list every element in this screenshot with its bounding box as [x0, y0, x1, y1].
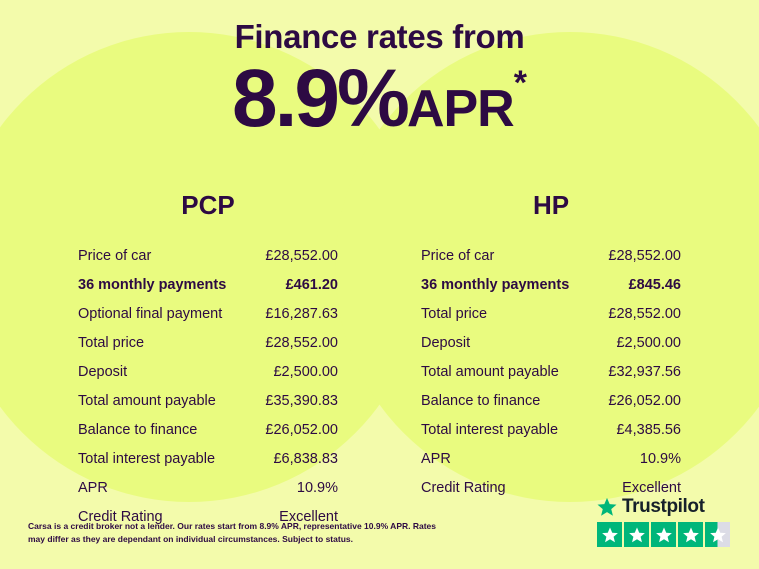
trustpilot-logo [597, 496, 737, 518]
rate-unit: APR [406, 80, 514, 138]
rate-headline [0, 53, 759, 144]
row-value: £26,052.00 [608, 392, 681, 409]
row-label: Credit Rating [421, 479, 506, 496]
row-value: £26,052.00 [265, 421, 338, 438]
row-value: Excellent [279, 508, 338, 525]
column-title-pcp: PCP [181, 190, 235, 220]
row-value: £461.20 [285, 276, 338, 293]
row-label: Total interest payable [78, 450, 216, 467]
row-label: Total amount payable [78, 392, 216, 409]
star-icon [624, 522, 649, 547]
row-label: Total price [421, 305, 488, 322]
row-label: APR [421, 450, 451, 467]
table-row [78, 444, 338, 473]
table-row [421, 328, 681, 357]
trustpilot-stars [597, 522, 737, 547]
star-icon [651, 522, 676, 547]
table-row [78, 270, 338, 299]
finance-comparison [0, 190, 759, 531]
row-label: Optional final payment [78, 305, 223, 322]
row-value: £32,937.56 [608, 363, 681, 380]
row-label: Total amount payable [421, 363, 559, 380]
table-row [421, 386, 681, 415]
row-label: Balance to finance [421, 392, 541, 409]
row-value: £6,838.83 [273, 450, 338, 467]
row-value: Excellent [622, 479, 681, 496]
table-row [421, 299, 681, 328]
row-label: Deposit [421, 334, 471, 351]
row-value: £845.46 [628, 276, 681, 293]
table-row [78, 357, 338, 386]
column-title-hp: HP [532, 190, 570, 220]
table-row [78, 328, 338, 357]
row-value: £2,500.00 [616, 334, 681, 351]
disclaimer-text: Carsa is a credit broker not a lender. Our rates start from 8.9% APR, representative 10.9% APR. Rates may differ as they are dependant on individual circumstances. Subject to status. [28, 521, 437, 544]
table-row [421, 241, 681, 270]
table-row [421, 444, 681, 473]
row-label: Credit Rating [78, 508, 163, 525]
trustpilot-wordmark: Trustpilot [622, 496, 705, 517]
row-label: Total interest payable [421, 421, 559, 438]
table-row [78, 386, 338, 415]
table-row [421, 270, 681, 299]
finance-column-pcp [78, 190, 338, 531]
row-label: 36 monthly payments [421, 276, 570, 293]
row-value: £2,500.00 [273, 363, 338, 380]
row-label: Price of car [421, 247, 495, 264]
page-title: Finance rates from [234, 18, 525, 55]
star-half-icon [705, 522, 730, 547]
star-icon [597, 522, 622, 547]
row-value: £16,287.63 [265, 305, 338, 322]
row-value: £28,552.00 [608, 305, 681, 322]
star-icon [678, 522, 703, 547]
table-row [78, 299, 338, 328]
row-label: Deposit [78, 363, 128, 380]
finance-column-hp [421, 190, 681, 531]
row-label: Total price [78, 334, 145, 351]
table-row [421, 357, 681, 386]
row-label: 36 monthly payments [78, 276, 227, 293]
row-value: £35,390.83 [265, 392, 338, 409]
table-row [78, 473, 338, 502]
trustpilot-star-icon [597, 497, 617, 517]
rate-asterisk: * [513, 64, 527, 102]
rate-value: 8.9% [232, 53, 407, 144]
row-label: APR [78, 479, 108, 496]
table-row [421, 415, 681, 444]
row-value: 10.9% [296, 479, 338, 496]
table-row [78, 415, 338, 444]
row-value: 10.9% [639, 450, 681, 467]
row-label: Balance to finance [78, 421, 198, 438]
row-value: £28,552.00 [265, 334, 338, 351]
row-value: £28,552.00 [265, 247, 338, 264]
row-label: Price of car [78, 247, 152, 264]
row-value: £4,385.56 [616, 421, 681, 438]
row-value: £28,552.00 [608, 247, 681, 264]
table-row [78, 241, 338, 270]
trustpilot-rating [597, 496, 737, 547]
